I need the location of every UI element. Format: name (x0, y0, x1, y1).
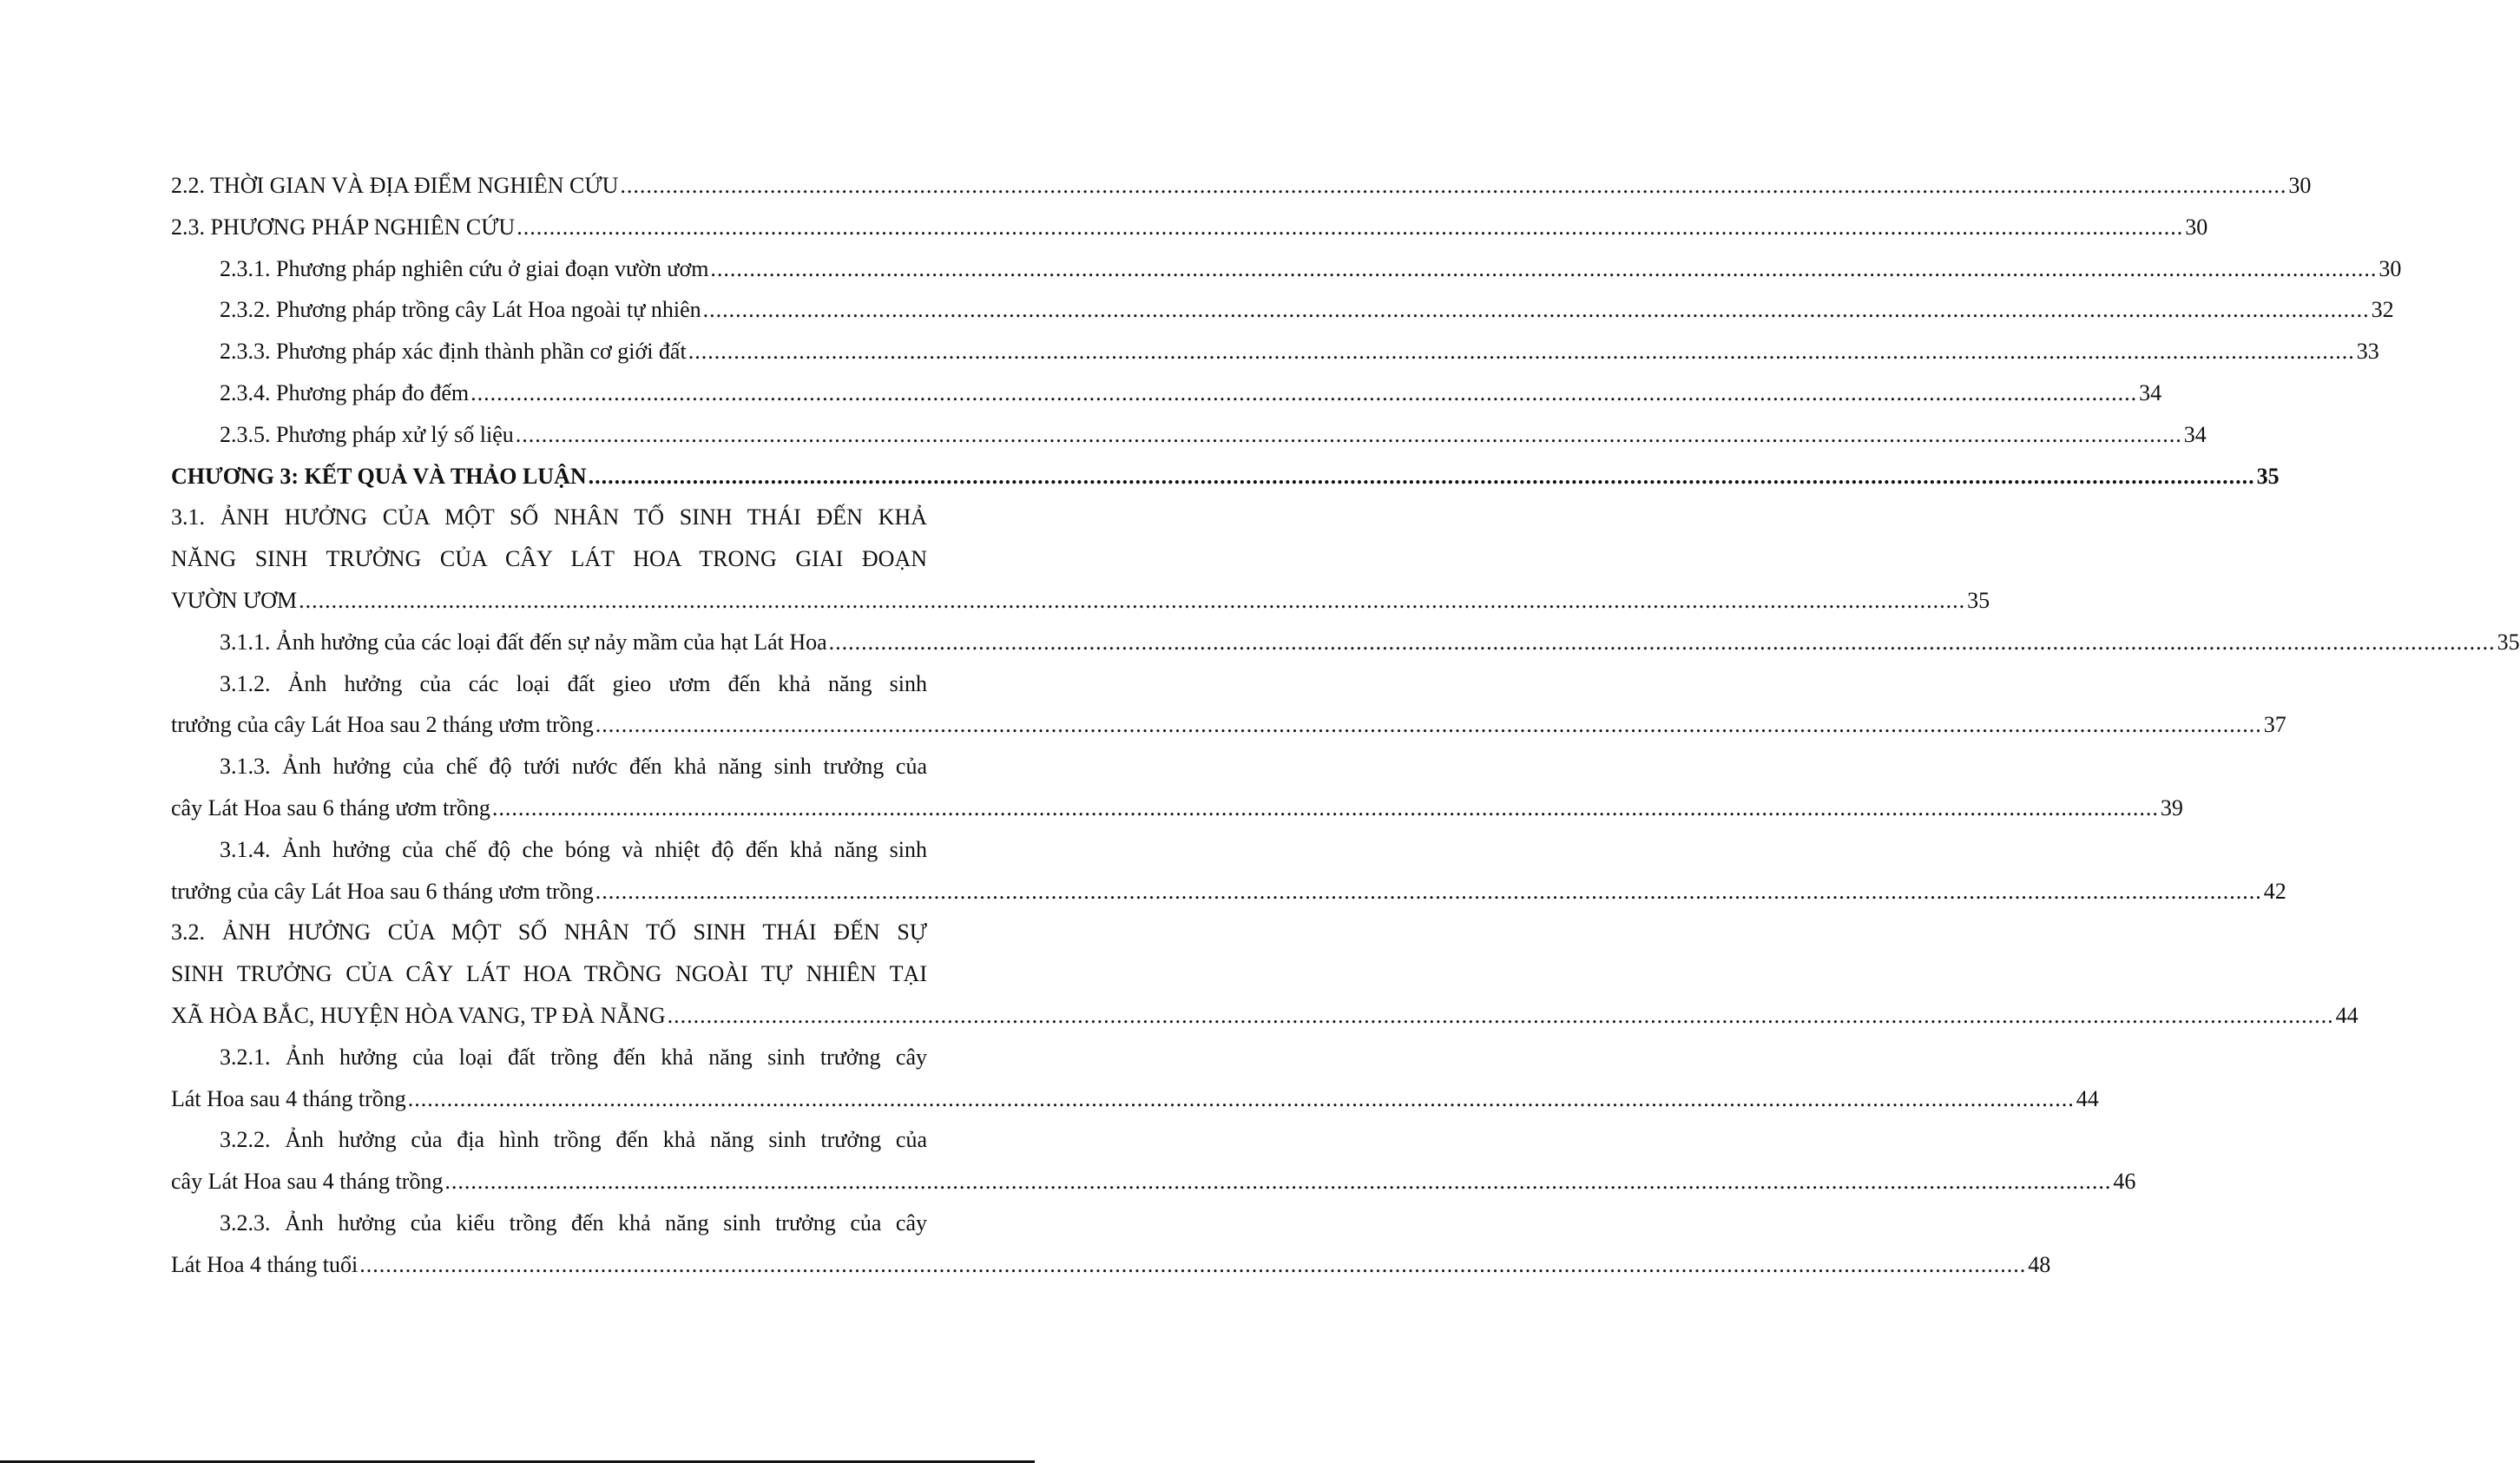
toc-page-number: 37 (2263, 712, 2286, 738)
toc-entry-title: trưởng của cây Lát Hoa sau 2 tháng ươm trồng (171, 712, 594, 738)
toc-entry[interactable] (171, 1203, 2051, 1286)
table-of-contents (171, 165, 2520, 1286)
toc-entry-text-line: NĂNG SINH TRƯỞNG CỦA CÂY LÁT HOA TRONG GIAI ĐOẠN (171, 546, 927, 572)
toc-page-number: 35 (1967, 587, 1990, 613)
toc-page-number: 39 (2160, 794, 2183, 820)
toc-page-number: 35 (2256, 463, 2280, 489)
toc-entry[interactable] (171, 1037, 2099, 1120)
toc-page-number: 44 (2335, 1002, 2359, 1028)
toc-entry-title: Lát Hoa sau 4 tháng trồng (171, 1085, 406, 1111)
toc-entry-title: VƯỜN ƯƠM (171, 587, 298, 613)
toc-entry-title: 2.3.4. Phương pháp đo đếm (220, 379, 470, 405)
toc-entry-text-line: 3.1. ẢNH HƯỞNG CỦA MỘT SỐ NHÂN TỐ SINH THÁI ĐẾN KHẢ (171, 504, 927, 531)
toc-entry-title: Lát Hoa 4 tháng tuổi (171, 1251, 359, 1277)
toc-entry[interactable] (171, 663, 2286, 747)
toc-leader-dots (299, 580, 1965, 622)
toc-entry-title: 2.3.3. Phương pháp xác định thành phần cơ giới đất (220, 339, 687, 365)
toc-leader-dots (668, 995, 2334, 1037)
toc-leader-dots (595, 704, 2262, 746)
toc-page-number: 48 (2028, 1251, 2051, 1277)
toc-leader-dots (470, 372, 2137, 414)
toc-entry[interactable] (171, 248, 2402, 290)
toc-page-number: 30 (2185, 214, 2208, 240)
toc-entry-text-line: 3.1.2. Ảnh hưởng của các loại đất gieo ươm đến khả năng sinh (220, 670, 927, 696)
toc-entry-text-line: 3.2.2. Ảnh hưởng của địa hình trồng đến khả năng sinh trưởng của (220, 1127, 927, 1153)
toc-entry-title: 2.3. PHƯƠNG PHÁP NGHIÊN CỨU (171, 214, 516, 240)
toc-leader-dots (703, 289, 2370, 331)
toc-entry[interactable] (171, 1119, 2136, 1203)
toc-entry[interactable] (171, 414, 2207, 456)
toc-page-number: 33 (2356, 339, 2379, 365)
toc-entry[interactable] (171, 207, 2208, 248)
toc-entry[interactable] (171, 165, 2312, 207)
toc-leader-dots (444, 1161, 2111, 1203)
toc-entry-title: XÃ HÒA BẮC, HUYỆN HÒA VANG, TP ĐÀ NẴNG (171, 1002, 666, 1028)
toc-page-number: 34 (2139, 379, 2162, 405)
toc-entry-title: cây Lát Hoa sau 6 tháng ươm trồng (171, 794, 490, 820)
toc-page-number: 30 (2288, 173, 2312, 198)
toc-leader-dots (829, 622, 2496, 663)
toc-leader-dots (517, 207, 2183, 248)
toc-entry[interactable] (171, 829, 2286, 913)
toc-entry[interactable] (171, 622, 2520, 663)
toc-page-number: 35 (2497, 629, 2520, 655)
toc-entry-title: 2.3.2. Phương pháp trồng cây Lát Hoa ngoài tự nhiên (220, 297, 701, 323)
toc-leader-dots (408, 1078, 2075, 1120)
toc-entry-text-line: SINH TRƯỞNG CỦA CÂY LÁT HOA TRỒNG NGOÀI TỰ NHIÊN TẠI (171, 961, 927, 987)
toc-page-number: 44 (2076, 1085, 2099, 1111)
toc-page-number: 34 (2183, 421, 2207, 447)
toc-entry-title: 2.3.5. Phương pháp xử lý số liệu (220, 421, 514, 447)
toc-entry-title: 3.1.1. Ảnh hưởng của các loại đất đến sự nảy mầm của hạt Lát Hoa (220, 629, 827, 655)
toc-entry-text-line: 3.1.3. Ảnh hưởng của chế độ tưới nước đến khả năng sinh trưởng của (220, 754, 927, 780)
toc-entry[interactable] (171, 746, 2183, 829)
toc-entry-title: trưởng của cây Lát Hoa sau 6 tháng ươm trồng (171, 878, 594, 904)
toc-entry-title: cây Lát Hoa sau 4 tháng trồng (171, 1169, 444, 1195)
toc-entry[interactable] (171, 497, 1990, 621)
toc-entry-text-line: 3.2.1. Ảnh hưởng của loại đất trồng đến khả năng sinh trưởng cây (220, 1044, 927, 1070)
toc-entry[interactable] (171, 331, 2379, 372)
toc-entry[interactable] (171, 372, 2162, 414)
toc-leader-dots (516, 414, 2182, 456)
toc-page-number: 42 (2263, 878, 2286, 904)
toc-leader-dots (492, 788, 2159, 829)
toc-leader-dots (620, 165, 2286, 207)
toc-entry-title: 2.2. THỜI GIAN VÀ ĐỊA ĐIỂM NGHIÊN CỨU (171, 173, 619, 198)
toc-page-number: 46 (2113, 1169, 2136, 1195)
toc-entry-text-line: 3.1.4. Ảnh hưởng của chế độ che bóng và nhiệt độ đến khả năng sinh (220, 836, 927, 862)
toc-leader-dots (589, 456, 2255, 498)
toc-entry-title: CHƯƠNG 3: KẾT QUẢ VÀ THẢO LUẬN (171, 463, 587, 489)
toc-entry-text-line: 3.2. ẢNH HƯỞNG CỦA MỘT SỐ NHÂN TỐ SINH THÁI ĐẾN SỰ (171, 919, 927, 946)
toc-entry[interactable] (171, 456, 2280, 498)
toc-leader-dots (688, 331, 2355, 372)
toc-entry[interactable] (171, 289, 2394, 331)
toc-entry[interactable] (171, 912, 2359, 1036)
toc-leader-dots (710, 248, 2377, 290)
toc-entry-text-line: 3.2.3. Ảnh hưởng của kiểu trồng đến khả năng sinh trưởng của cây (220, 1209, 927, 1236)
toc-page-number: 32 (2371, 297, 2394, 323)
toc-leader-dots (359, 1244, 2026, 1286)
toc-page-number: 30 (2379, 255, 2402, 281)
toc-entry-title: 2.3.1. Phương pháp nghiên cứu ở giai đoạn vườn ươm (220, 255, 709, 281)
toc-leader-dots (595, 871, 2262, 913)
